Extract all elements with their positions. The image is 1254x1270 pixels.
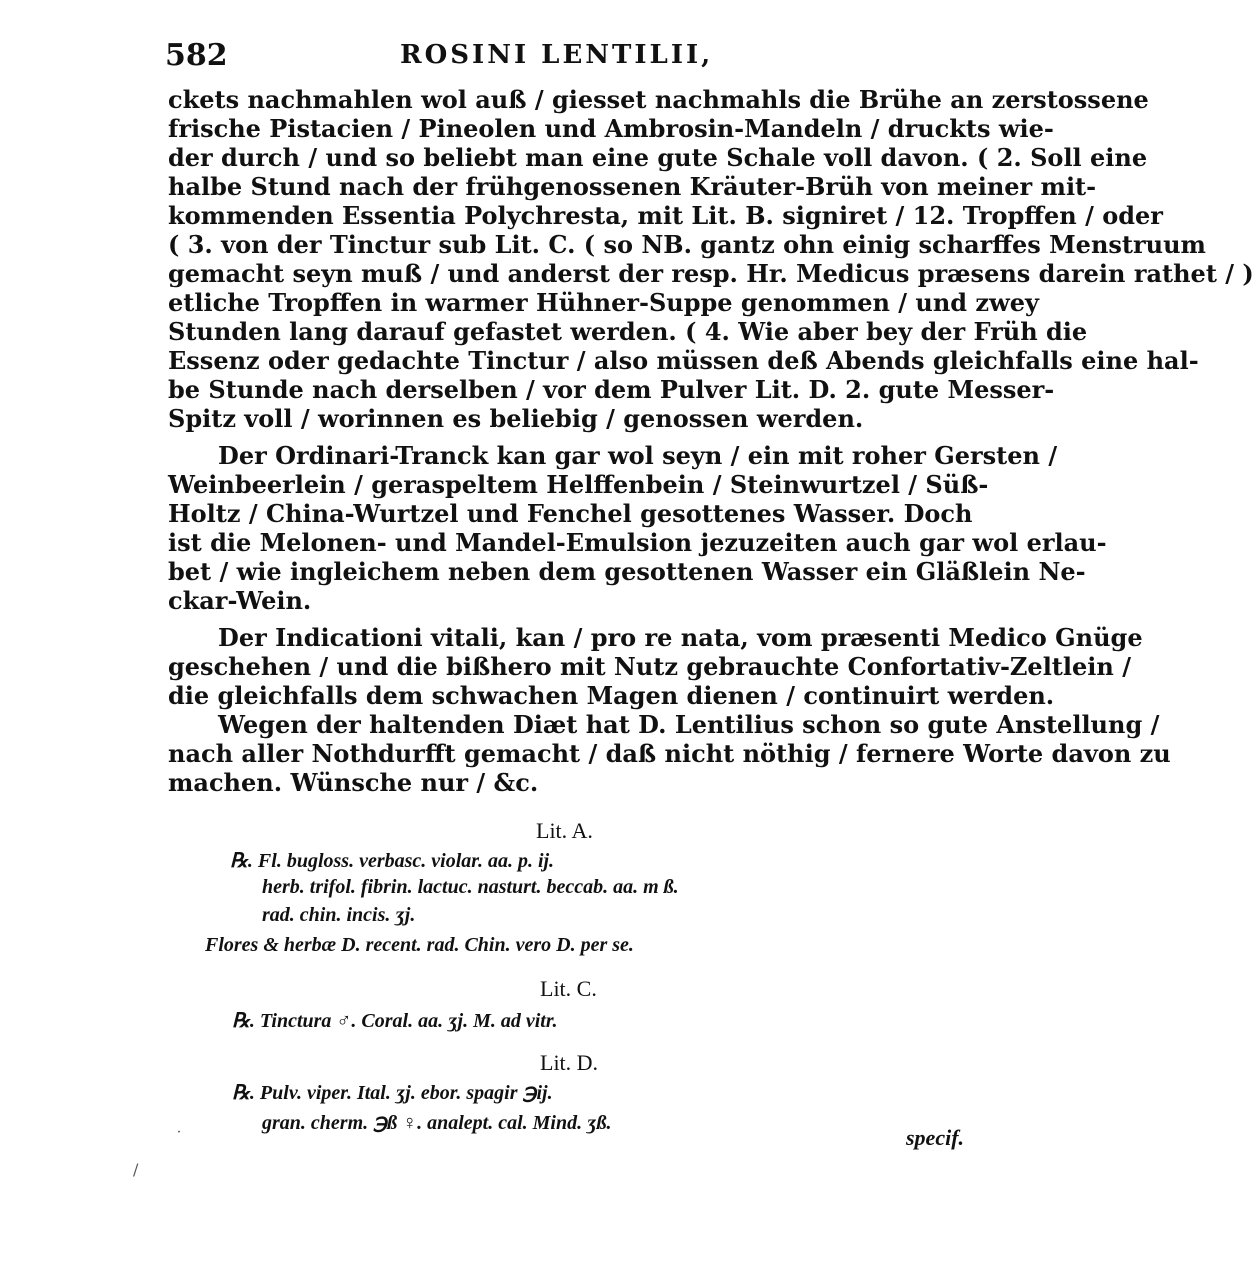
text-line: ckets nachmahlen wol auß / giesset nachmahls die Brühe an zerstossene bbox=[168, 85, 1149, 114]
main-text bbox=[168, 85, 1254, 797]
catchword: specif. bbox=[906, 1125, 965, 1150]
paragraph bbox=[168, 623, 1143, 710]
text-line: Holtz / China-Wurtzel und Fenchel gesottenes Wasser. Doch bbox=[168, 499, 973, 528]
prescription-line: Flores & herbæ D. recent. rad. Chin. vero D. per se. bbox=[205, 934, 634, 956]
text-line: Stunden lang darauf gefastet werden. ( 4. Wie aber bey der Früh die bbox=[168, 317, 1088, 346]
page-number: 582 bbox=[165, 38, 228, 73]
text-line: geschehen / und die bißhero mit Nutz gebrauchte Confortativ-Zeltlein / bbox=[168, 652, 1131, 681]
text-line: ist die Melonen- und Mandel-Emulsion jezuzeiten auch gar wol erlau- bbox=[168, 528, 1107, 557]
running-head: ROSINI LENTILII, bbox=[400, 40, 714, 70]
text-line: die gleichfalls dem schwachen Magen dienen / continuirt werden. bbox=[168, 681, 1055, 710]
paragraph bbox=[168, 441, 1107, 615]
prescription-line: gran. cherm. ℈ß ♀. analept. cal. Mind. ʒß. bbox=[262, 1112, 612, 1134]
paragraph bbox=[168, 710, 1171, 797]
ink-speck: ˙ bbox=[175, 1128, 183, 1147]
text-line: bet / wie ingleichem neben dem gesottenen Wasser ein Gläßlein Ne- bbox=[168, 557, 1086, 586]
paragraph bbox=[168, 85, 1254, 433]
text-line: der durch / und so beliebt man eine gute Schale voll davon. ( 2. Soll eine bbox=[168, 143, 1148, 172]
text-line: Der Indicationi vitali, kan / pro re nata, vom præsenti Medico Gnüge bbox=[218, 623, 1143, 652]
prescription-line: rad. chin. incis. ʒj. bbox=[262, 904, 416, 926]
page-header bbox=[165, 38, 965, 78]
prescription-title: Lit. C. bbox=[540, 976, 597, 1001]
text-line: nach aller Nothdurfft gemacht / daß nicht nöthig / fernere Worte davon zu bbox=[168, 739, 1171, 768]
prescription-title: Lit. D. bbox=[540, 1050, 599, 1075]
text-line: ckar-Wein. bbox=[168, 586, 312, 615]
text-line: ( 3. von der Tinctur sub Lit. C. ( so NB. gantz ohn einig scharffes Menstruum bbox=[168, 230, 1206, 259]
text-line: Der Ordinari-Tranck kan gar wol seyn / ein mit roher Gersten / bbox=[218, 441, 1058, 470]
text-line: Essenz oder gedachte Tinctur / also müssen deß Abends gleichfalls eine hal- bbox=[168, 346, 1199, 375]
prescriptions bbox=[0, 810, 1000, 1140]
ink-mark: / bbox=[133, 1160, 139, 1179]
prescription-title: Lit. A. bbox=[536, 818, 593, 843]
text-line: frische Pistacien / Pineolen und Ambrosin-Mandeln / druckts wie- bbox=[168, 114, 1054, 143]
text-line: be Stunde nach derselben / vor dem Pulver Lit. D. 2. gute Messer- bbox=[168, 375, 1055, 404]
text-line: kommenden Essentia Polychresta, mit Lit. B. signiret / 12. Tropffen / oder bbox=[168, 201, 1163, 230]
prescription-line: ℞. Pulv. viper. Ital. ʒj. ebor. spagir ℈ij. bbox=[232, 1082, 553, 1104]
text-line: Spitz voll / worinnen es beliebig / genossen werden. bbox=[168, 404, 864, 433]
text-line: Weinbeerlein / geraspeltem Helffenbein / Steinwurtzel / Süß- bbox=[168, 470, 989, 499]
text-line: Wegen der haltenden Diæt hat D. Lentilius schon so gute Anstellung / bbox=[218, 710, 1160, 739]
text-line: etliche Tropffen in warmer Hühner-Suppe genommen / und zwey bbox=[168, 288, 1039, 317]
text-line: gemacht seyn muß / und anderst der resp. Hr. Medicus præsens darein rathet / ) bbox=[168, 259, 1254, 288]
prescription-line: ℞. Tinctura ♂. Coral. aa. ʒj. M. ad vitr. bbox=[232, 1010, 558, 1032]
text-line: machen. Wünsche nur / &c. bbox=[168, 768, 539, 797]
text-line: halbe Stund nach der frühgenossenen Kräuter-Brüh von meiner mit- bbox=[168, 172, 1097, 201]
prescription-line: ℞. Fl. bugloss. verbasc. violar. aa. p. ij. bbox=[230, 850, 555, 872]
prescription-line: herb. trifol. fibrin. lactuc. nasturt. beccab. aa. m ß. bbox=[262, 876, 679, 898]
